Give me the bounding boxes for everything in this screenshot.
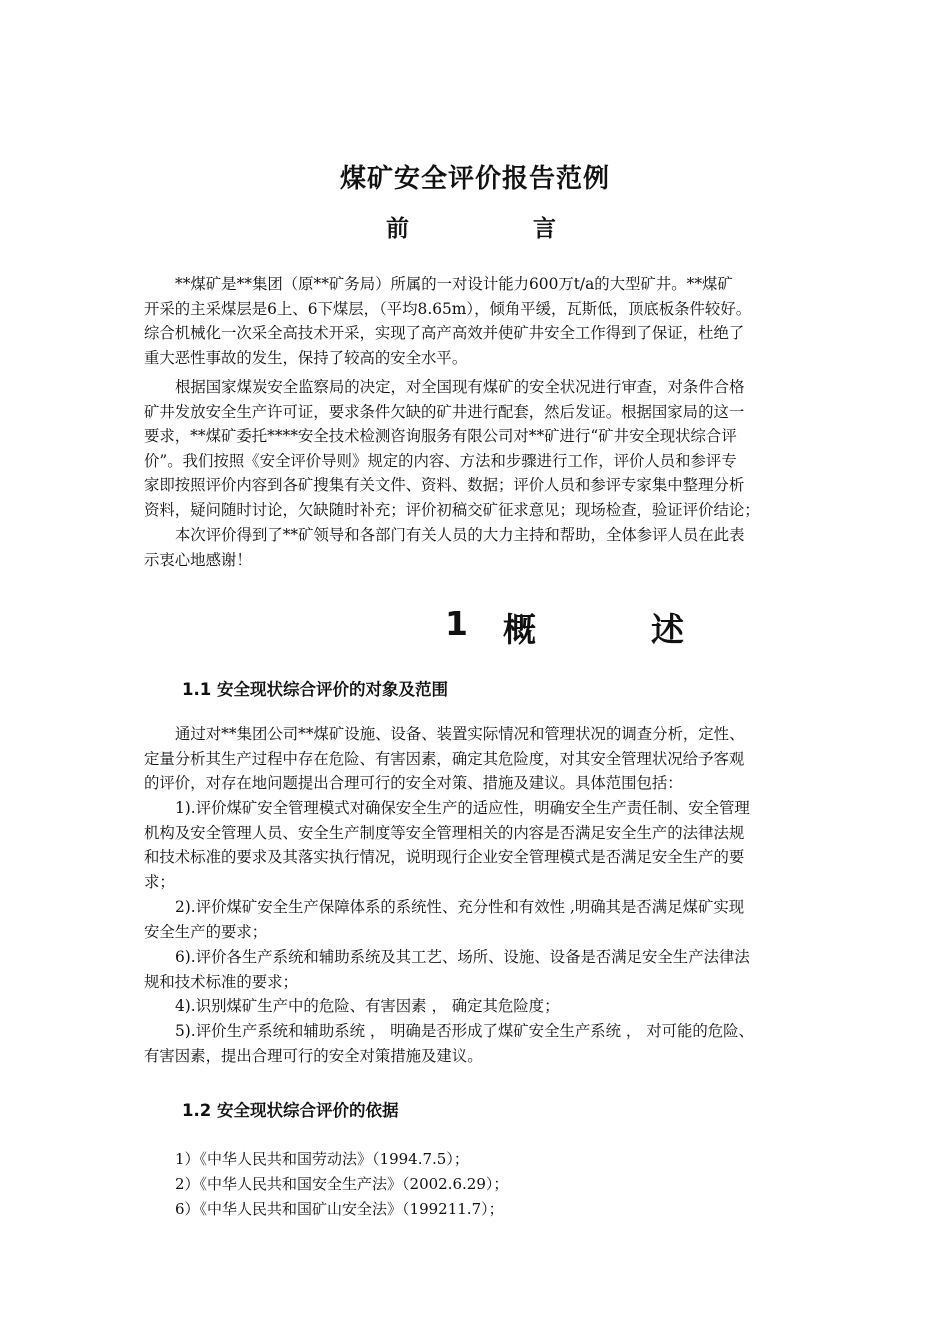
text-line: 5).评价生产系统和辅助系统 ， 明确是否形成了煤矿安全生产系统 ， 对可能的危险、 — [175, 1022, 754, 1040]
text-line: 机构及安全管理人员、安全生产制度等安全管理相关的内容是否满足安全生产的法律法规 — [144, 823, 745, 842]
chapter-title-part-2: 述 — [651, 610, 684, 649]
section-1-1-item-2 — [144, 895, 804, 944]
preface-heading-char-1: 前 — [386, 216, 409, 242]
text-line: 本次评价得到了**矿领导和各部门有关人员的大力主持和帮助，全体参评人员在此表 — [175, 526, 745, 544]
text-line: 矿井发放安全生产许可证，要求条件欠缺的矿井进行配套，然后发证。根据国家局的这一 — [144, 402, 745, 421]
chapter-heading — [445, 604, 705, 651]
text-line: 和技术标准的要求及其落实执行情况，说明现行企业安全管理模式是否满足安全生产的要 — [144, 848, 745, 867]
section-1-1-item-1 — [144, 796, 804, 894]
reference-item-2: 2）《中华人民共和国安全生产法》（2002.6.29）； — [175, 1175, 509, 1193]
text-line: 开采的主采煤层是6上、6下煤层，（平均8.65m），倾角平缓，瓦斯低，顶底板条件较好。 — [144, 299, 752, 318]
text-line: **煤矿是**集团（原**矿务局）所属的一对设计能力600万t/a的大型矿井。**煤矿 — [175, 275, 733, 293]
text-line: 示衷心地感谢！ — [144, 550, 252, 569]
preface-heading-char-2: 言 — [533, 216, 556, 242]
text-line: 4).识别煤矿生产中的危险、有害因素 ， 确定其危险度； — [175, 997, 560, 1015]
section-heading-1-2: 1.2 安全现状综合评价的依据 — [182, 1101, 399, 1120]
text-line: 6).评价各生产系统和辅助系统及其工艺、场所、设施、设备是否满足安全生产法律法 — [175, 948, 750, 966]
text-line: 求； — [144, 872, 175, 891]
document-title: 煤矿安全评价报告范例 — [339, 164, 610, 194]
text-line: 综合机械化一次采全高技术开采，实现了高产高效并使矿井安全工作得到了保证，杜绝了 — [144, 324, 745, 343]
preface-paragraph-2 — [144, 375, 804, 523]
text-line: 根据国家煤炭安全监察局的决定，对全国现有煤矿的安全状况进行审查，对条件合格 — [175, 378, 745, 396]
chapter-title-part-1: 概 — [503, 610, 536, 649]
chapter-number: 1 — [445, 604, 468, 643]
text-line: 定量分析其生产过程中存在危险、有害因素，确定其危险度，对其安全管理状况给予客观 — [144, 749, 745, 768]
preface-heading — [386, 210, 556, 243]
text-line: 重大恶性事故的发生，保持了较高的安全水平。 — [144, 348, 468, 367]
text-line: 资料，疑问随时讨论，欠缺随时补充；评价初稿交矿征求意见；现场检查，验证评价结论； — [144, 500, 760, 519]
section-heading-1-1: 1.1 安全现状综合评价的对象及范围 — [182, 680, 448, 699]
text-line: 规和技术标准的要求； — [144, 972, 298, 991]
reference-item-3: 6）《中华人民共和国矿山安全法》（199211.7）； — [175, 1200, 504, 1218]
reference-item-1: 1）《中华人民共和国劳动法》（1994.7.5）； — [175, 1150, 469, 1168]
text-line: 有害因素，提出合理可行的安全对策措施及建议。 — [144, 1046, 483, 1065]
section-1-1-item-5 — [144, 1019, 804, 1068]
preface-paragraph-3 — [144, 523, 804, 572]
section-1-1-item-3 — [144, 945, 804, 994]
text-line: 安全生产的要求； — [144, 922, 268, 941]
text-line: 家即按照评价内容到各矿搜集有关文件、资料、数据；评价人员和参评专家集中整理分析 — [144, 476, 745, 495]
section-1-1-intro — [144, 722, 804, 796]
text-line: 要求，**煤矿委托****安全技术检测咨询服务有限公司对**矿进行“矿井安全现状综合评 — [144, 427, 737, 446]
text-line: 价”。我们按照《安全评价导则》规定的内容、方法和步骤进行工作，评价人员和参评专 — [144, 451, 737, 470]
text-line: 2).评价煤矿安全生产保障体系的系统性、充分性和有效性 ,明确其是否满足煤矿实现 — [175, 898, 745, 916]
text-line: 通过对**集团公司**煤矿设施、设备、装置实际情况和管理状况的调查分析，定性、 — [175, 725, 745, 743]
section-1-1-item-4 — [144, 994, 804, 1019]
text-line: 1).评价煤矿安全管理模式对确保安全生产的适应性，明确安全生产责任制、安全管理 — [175, 799, 750, 817]
text-line: 的评价，对存在地问题提出合理可行的安全对策、措施及建议。具体范围包括： — [144, 774, 683, 793]
preface-paragraph-1 — [144, 272, 804, 370]
